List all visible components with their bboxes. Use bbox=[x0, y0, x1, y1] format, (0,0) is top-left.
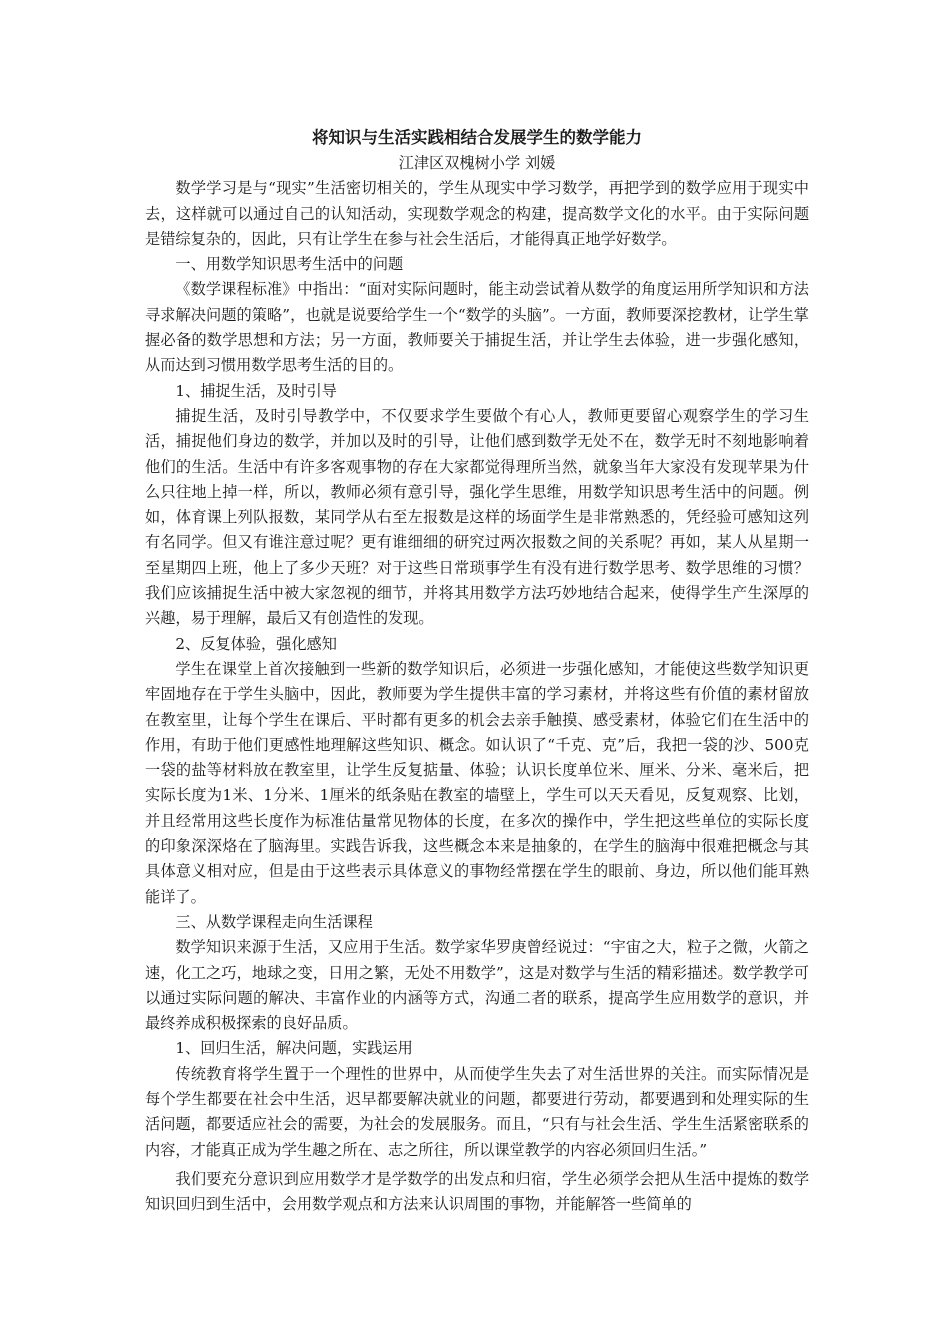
subsection-heading: 1、捕捉生活，及时引导 bbox=[175, 381, 337, 400]
document-title: 将知识与生活实践相结合发展学生的数学能力 bbox=[312, 128, 642, 147]
paragraph: 我们要充分意识到应用数学才是学数学的出发点和归宿，学生必须学会把从生活中提炼的数学知识回归到生活中，会用数学观点和方法来认识周围的事物，并能解答一些简单的 bbox=[145, 1169, 809, 1214]
document-page bbox=[145, 124, 809, 1217]
section-heading-3: 三、从数学课程走向生活课程 bbox=[175, 912, 373, 931]
paragraph-intro: 数学学习是与“现实”生活密切相关的，学生从现实中学习数学，再把学到的数学应用于现实中去，这样就可以通过自己的认知活动，实现数学观念的构建，提高数学文化的水平。由于实际问题是错综复杂的，因此，只有让学生在参与社会生活后，才能得真正地学好数学。 bbox=[145, 179, 809, 248]
paragraph: 学生在课堂上首次接触到一些新的数学知识后，必须进一步强化感知，才能使这些数学知识更牢固地存在于学生头脑中，因此，教师要为学生提供丰富的学习素材，并将这些有价值的素材留放在教室里，让每个学生在课后、平时都有更多的机会去亲手触摸、感受素材，体验它们在生活中的作用，有助于他们更感性地理解这些知识、概念。如认识了“千克、克”后，我把一袋的沙、500克一袋的盐等材料放在教室里，让学生反复掂量、体验；认识长度单位米、厘米、分米、毫米后，把实际长度为1米、1分米、1厘米的纸条贴在教室的墙壁上，学生可以天天看见，反复观察、比划，并且经常用这些长度作为标准估量常见物体的长度，在多次的操作中，学生把这些单位的实际长度的印象深深烙在了脑海里。实践告诉我，这些概念本来是抽象的，在学生的脑海中很难把概念与其具体意义相对应，但是由于这些表示具体意义的事物经常摆在学生的眼前、身边，所以他们能耳熟能详了。 bbox=[145, 659, 809, 906]
paragraph: 数学知识来源于生活，又应用于生活。数学家华罗庚曾经说过：“宇宙之大，粒子之微，火箭之速，化工之巧，地球之变，日用之繁，无处不用数学”，这是对数学与生活的精彩描述。数学教学可以通过实际问题的解决、丰富作业的内涵等方式，沟通二者的联系，提高学生应用数学的意识，并最终养成积极探索的良好品质。 bbox=[145, 938, 809, 1033]
document-author: 江津区双槐树小学 刘媛 bbox=[398, 154, 556, 172]
paragraph: 《数学课程标准》中指出：“面对实际问题时，能主动尝试着从数学的角度运用所学知识和方法寻求解决问题的策略”，也就是说要给学生一个“数学的头脑”。一方面，教师要深挖教材，让学生掌握必备的数学思想和方法；另一方面，教师要关于捕捉生活，并让学生去体验，进一步强化感知，从而达到习惯用数学思考生活的目的。 bbox=[145, 280, 809, 375]
section-heading-1: 一、用数学知识思考生活中的问题 bbox=[175, 255, 404, 274]
subsection-heading: 2、反复体验，强化感知 bbox=[175, 634, 337, 653]
subsection-heading: 1、回归生活，解决问题，实践运用 bbox=[175, 1039, 413, 1058]
paragraph: 传统教育将学生置于一个理性的世界中，从而使学生失去了对生活世界的关注。而实际情况是每个学生都要在社会中生活，迟早都要解决就业的问题，都要进行劳动，都要遇到和处理实际的生活问题，都要适应社会的需要，为社会的发展服务。而且，“只有与社会生活、学生生活紧密联系的内容，才能真正成为学生趣之所在、志之所往，所以课堂教学的内容必须回归生活。” bbox=[145, 1064, 809, 1159]
paragraph: 捕捉生活，及时引导教学中，不仅要求学生要做个有心人，教师更要留心观察学生的学习生活，捕捉他们身边的数学，并加以及时的引导，让他们感到数学无处不在，数学无时不刻地影响着他们的生活。生活中有许多客观事物的存在大家都觉得理所当然，就象当年大家没有发现苹果为什么只往地上掉一样，所以，教师必须有意引导，强化学生思维，用数学知识思考生活中的问题。例如，体育课上列队报数，某同学从右至左报数是这样的场面学生是非常熟悉的，凭经验可感知这列有名同学。但又有谁注意过呢？更有谁细细的研究过两次报数之间的关系呢？再如，某人从星期一至星期四上班，他上了多少天班？对于这些日常琐事学生有没有进行数学思考、数学思维的习惯？我们应该捕捉生活中被大家忽视的细节，并将其用数学方法巧妙地结合起来，使得学生产生深厚的兴趣，易于理解，最后又有创造性的发现。 bbox=[145, 406, 809, 628]
